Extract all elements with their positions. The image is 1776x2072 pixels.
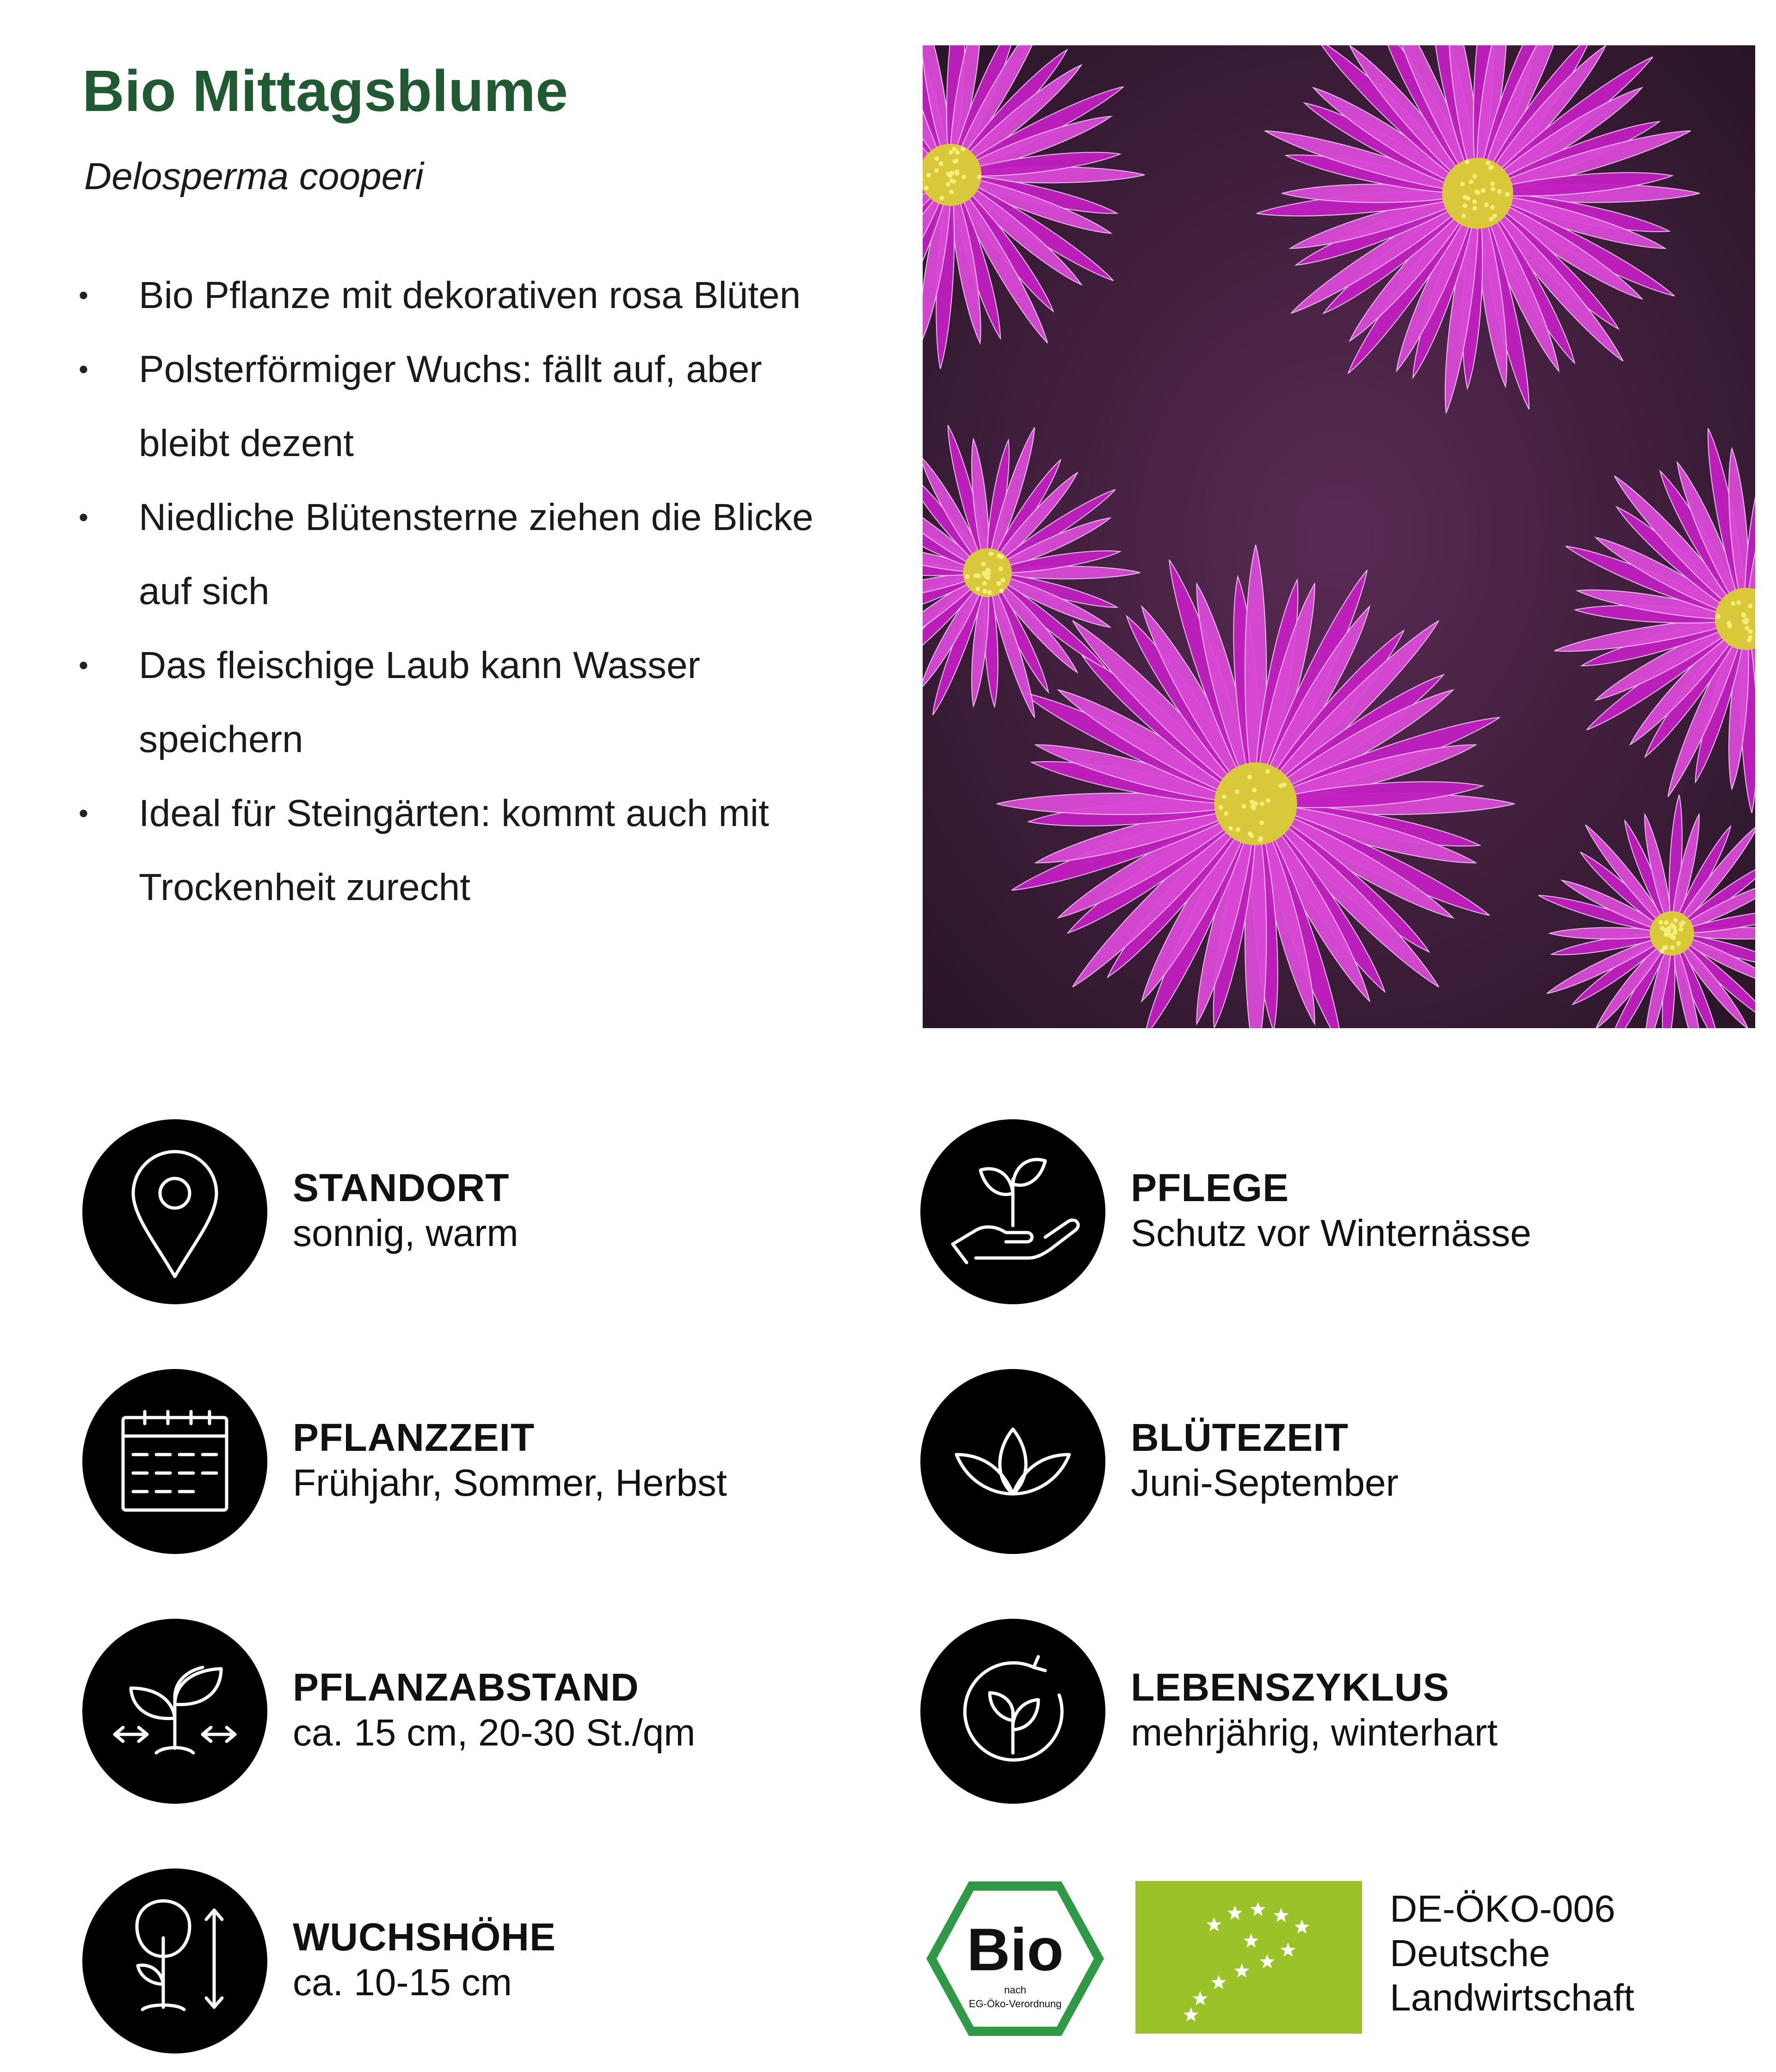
feature-value: sonnig, warm <box>293 1212 518 1254</box>
bio-seal-subtext: nach <box>1004 1984 1026 1996</box>
bullet-text: Niedliche Blütensterne ziehen die Blicke <box>139 496 814 538</box>
feature-label: PFLANZZEIT <box>293 1416 535 1459</box>
bio-seal-logo <box>923 1878 1108 2040</box>
bullet-text: Trockenheit zurecht <box>139 866 471 908</box>
product-latin-name: Delosperma cooperi <box>84 155 424 197</box>
bullet-item <box>79 333 874 406</box>
feature-pflanzzeit <box>82 1369 845 1554</box>
bio-seal-subtext: EG-Öko-Verordnung <box>968 1998 1062 2010</box>
feature-value: ca. 15 cm, 20-30 St./qm <box>293 1712 696 1754</box>
bullet-text: bleibt dezent <box>139 422 354 464</box>
calendar-icon <box>82 1369 267 1554</box>
feature-value: Schutz vor Winternässe <box>1131 1212 1531 1254</box>
feature-label: BLÜTEZEIT <box>1131 1416 1349 1459</box>
bullet-text: speichern <box>139 718 303 760</box>
feature-bluetezeit <box>920 1369 1684 1554</box>
certification-text <box>1390 1887 1634 2020</box>
bullet-item-continuation <box>79 851 874 924</box>
bullet-item-continuation <box>79 407 874 480</box>
bullet-dot: • <box>79 354 89 385</box>
lotus-flower-icon <box>920 1369 1105 1554</box>
eu-organic-leaf-logo <box>1135 1881 1362 2034</box>
feature-label: WUCHSHÖHE <box>293 1915 556 1959</box>
bullet-item-continuation <box>79 703 874 776</box>
bullet-text: Bio Pflanze mit dekorativen rosa Blüten <box>139 274 801 316</box>
feature-value: ca. 10-15 cm <box>293 1961 512 2004</box>
feature-label: PFLANZABSTAND <box>293 1665 639 1709</box>
plant-spacing-icon <box>82 1619 267 1804</box>
bullet-dot: • <box>79 650 89 681</box>
feature-pflege <box>920 1119 1684 1304</box>
bullet-text: Polsterförmiger Wuchs: fällt auf, aber <box>139 348 762 390</box>
feature-standort <box>82 1119 845 1304</box>
bullet-dot: • <box>79 798 89 829</box>
bullet-text: Das fleischige Laub kann Wasser <box>139 644 700 686</box>
feature-label: PFLEGE <box>1131 1166 1289 1209</box>
plant-height-icon <box>82 1868 267 2054</box>
feature-wuchshoehe <box>82 1868 845 2054</box>
life-cycle-icon <box>920 1619 1105 1804</box>
bullet-item <box>79 777 874 850</box>
feature-value: mehrjährig, winterhart <box>1131 1712 1498 1754</box>
product-title: Bio Mittagsblume <box>82 58 568 123</box>
bullet-dot: • <box>79 280 89 311</box>
feature-value: Juni-September <box>1131 1462 1399 1504</box>
cert-code: DE-ÖKO-006 <box>1390 1888 1616 1930</box>
feature-lebenszyklus <box>920 1619 1684 1804</box>
hand-seedling-icon <box>920 1119 1105 1304</box>
feature-bullet-list <box>79 259 874 925</box>
bullet-item <box>79 259 874 332</box>
bullet-item <box>79 481 874 554</box>
cert-origin-line: Landwirtschaft <box>1390 1977 1634 2019</box>
bullet-item-continuation <box>79 555 874 628</box>
feature-pflanzabstand <box>82 1619 845 1804</box>
feature-label: LEBENSZYKLUS <box>1131 1665 1449 1709</box>
feature-value: Frühjahr, Sommer, Herbst <box>293 1462 727 1504</box>
bullet-dot: • <box>79 502 89 533</box>
product-photo <box>923 45 1755 1028</box>
cert-origin-line: Deutsche <box>1390 1932 1550 1974</box>
location-pin-icon <box>82 1119 267 1304</box>
bullet-text: Ideal für Steingärten: kommt auch mit <box>139 792 769 834</box>
bullet-text: auf sich <box>139 570 270 612</box>
feature-label: STANDORT <box>293 1166 510 1209</box>
bio-seal-text: Bio <box>967 1916 1064 1983</box>
bullet-item <box>79 629 874 702</box>
